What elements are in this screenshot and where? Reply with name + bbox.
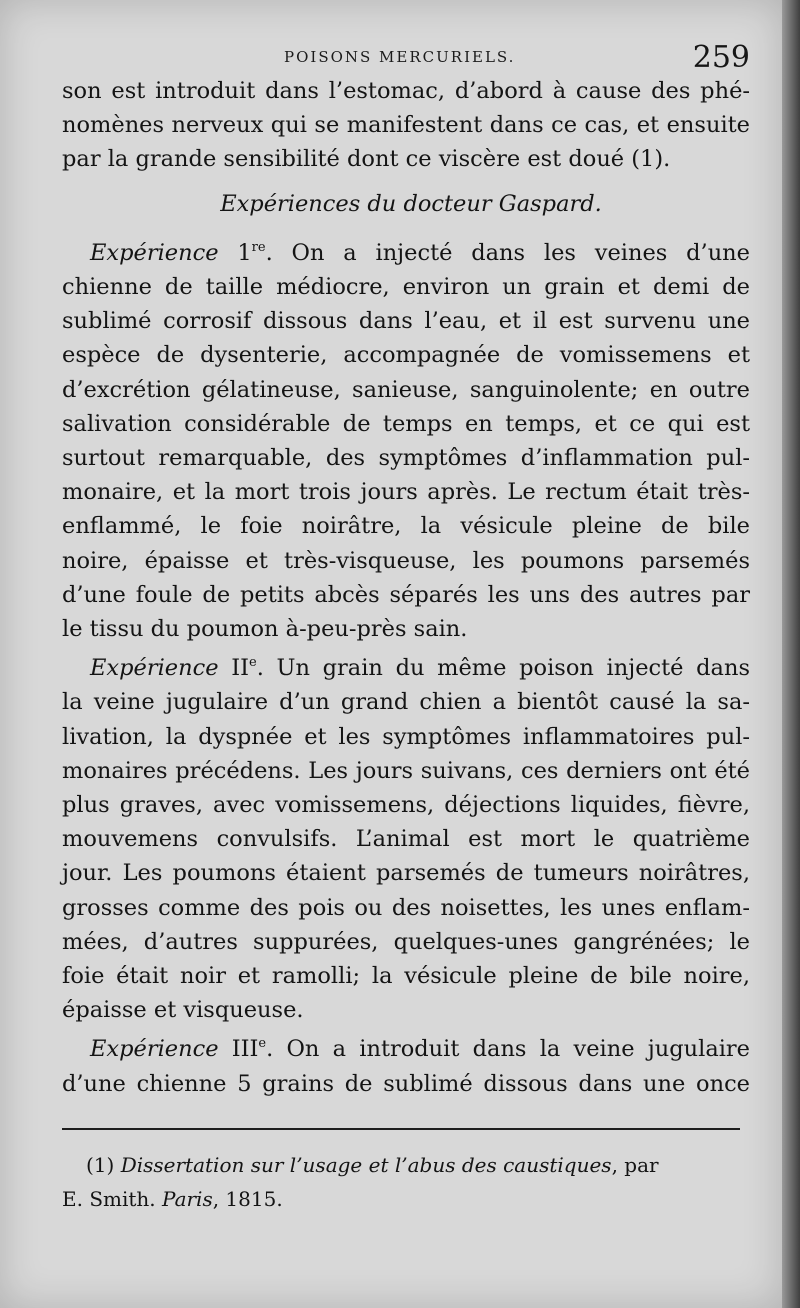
text-line: monaires précédens. Les jours suivans, ces derniers ont été — [62, 757, 750, 784]
page-edge-shadow — [782, 0, 800, 1308]
text-line: mées, d’autres suppurées, quelques-unes gangrénées; le — [62, 928, 750, 955]
footnote-line — [62, 1182, 750, 1216]
page-number: 259 — [692, 40, 750, 75]
text-line: plus graves, avec vomissemens, déjections liquides, fièvre, — [62, 792, 750, 819]
text-fragment: . On a introduit dans la veine jugulaire — [266, 1036, 750, 1063]
text-line: jour. Les poumons étaient parsemés de tumeurs noirâtres, — [62, 860, 750, 887]
text-line: épaisse et visqueuse. — [62, 997, 304, 1024]
text-line: surtout remarquable, des symptômes d’inflammation pul- — [62, 445, 750, 472]
running-head: POISONS MERCURIELS. — [284, 48, 516, 66]
ordinal-suffix: e — [258, 1036, 267, 1052]
experience-number: III — [231, 1036, 259, 1063]
text-line: livation, la dyspnée et les symptômes inflammatoires pul- — [62, 723, 750, 750]
footnote-line — [62, 1148, 750, 1182]
text-line: nomènes nerveux qui se manifestent dans ce cas, et ensuite — [62, 112, 750, 139]
experience-number: 1 — [237, 239, 252, 266]
text-line: noire, épaisse et très-visqueuse, les poumons parsemés — [62, 547, 750, 574]
footnote-place: Paris — [162, 1187, 213, 1211]
text-line: mouvemens convulsifs. L’animal est mort le quatrième — [62, 826, 750, 853]
footnote — [62, 1148, 750, 1216]
footnote-title: Dissertation sur l’usage et l’abus des caustiques — [120, 1153, 612, 1177]
text-line: enflammé, le foie noirâtre, la vésicule pleine de bile — [62, 513, 750, 540]
section-heading: Expériences du docteur Gaspard. — [220, 190, 602, 217]
footnote-year: , 1815. — [212, 1187, 283, 1211]
ordinal-suffix: e — [248, 655, 257, 671]
text-line: d’excrétion gélatineuse, sanieuse, sanguinolente; en outre — [62, 376, 750, 403]
text-line: son est introduit dans l’estomac, d’abord à cause des phé- — [62, 78, 750, 104]
experience-label: Expérience — [90, 1036, 219, 1063]
footnote-marker: (1) — [86, 1153, 115, 1177]
experience-2-first-line — [62, 646, 750, 685]
text-line: salivation considérable de temps en temps, et ce qui est — [62, 410, 750, 437]
text-line: le tissu du poumon à-peu-près sain. — [62, 616, 468, 643]
experience-1-first-line — [62, 231, 750, 270]
text-line: d’une chienne 5 grains de sublimé dissous dans une once — [62, 1070, 750, 1097]
text-fragment: . Un grain du même poison injecté dans — [256, 655, 750, 682]
ordinal-suffix: re — [251, 239, 266, 255]
text-fragment: . On a injecté dans les veines d’une — [265, 239, 750, 266]
text-line: chienne de taille médiocre, environ un grain et demi de — [62, 274, 750, 301]
experience-label: Expérience — [90, 655, 219, 682]
text-line: monaire, et la mort trois jours après. Le rectum était très- — [62, 479, 750, 506]
experience-3-first-line — [62, 1027, 750, 1066]
page-body — [62, 74, 750, 1101]
text-line: la veine jugulaire d’un grand chien a bientôt causé la sa- — [62, 689, 750, 716]
experience-number: II — [231, 655, 249, 682]
footnote-rule — [62, 1128, 740, 1130]
text-line: grosses comme des pois ou des noisettes, les unes enflam- — [62, 894, 750, 921]
text-line: sublimé corrosif dissous dans l’eau, et il est survenu une — [62, 308, 750, 335]
text-line: par la grande sensibilité dont ce viscère est doué (1). — [62, 146, 671, 173]
text-line: d’une foule de petits abcès séparés les uns des autres par — [62, 581, 750, 608]
text-fragment: , par — [611, 1153, 659, 1177]
text-line: espèce de dysenterie, accompagnée de vomissemens et — [62, 342, 750, 369]
experience-label: Expérience — [90, 239, 219, 266]
footnote-author: E. Smith. — [62, 1187, 156, 1211]
text-line: foie était noir et ramolli; la vésicule pleine de bile noire, — [62, 963, 750, 990]
